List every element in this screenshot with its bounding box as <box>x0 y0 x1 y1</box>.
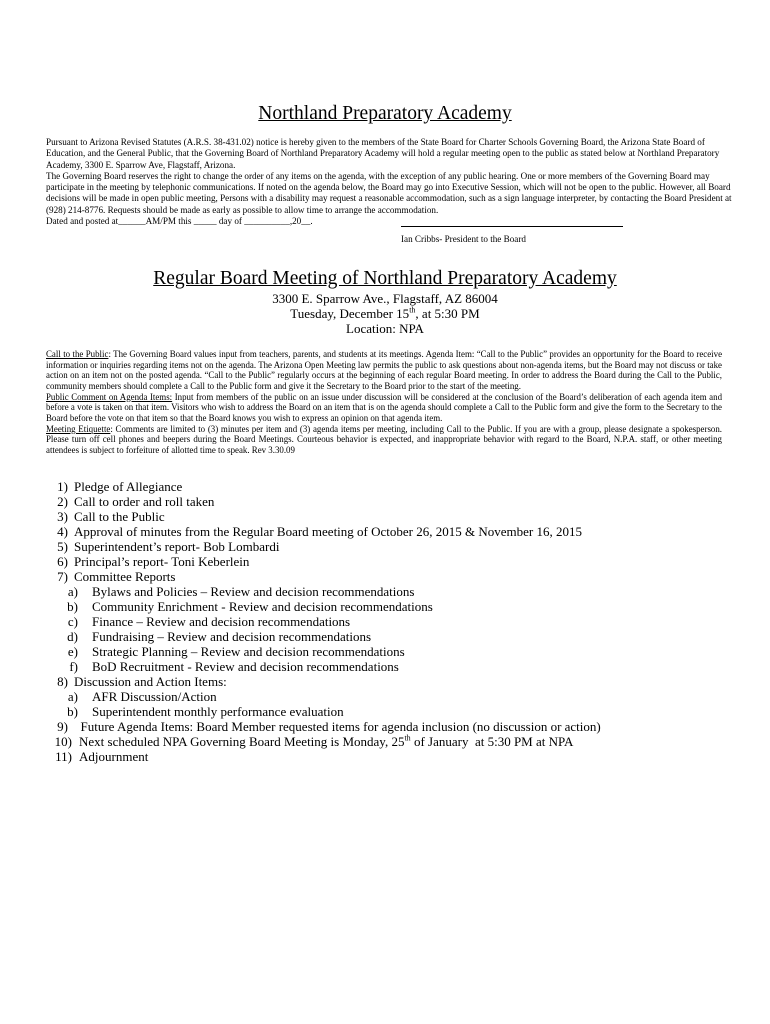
meeting-etiquette-paragraph: Meeting Etiquette: Comments are limited to (3) minutes per item and (3) agenda items per meeting, including Call to the Public. If you are with a group, please designate a spokesperson. Please turn off cell phones and beepers during the Board Meetings. Courteous behavior is expected, and inappropriate behavior with regard to the Board, N.P.A. staff, or other meeting attendees is subject to forfeiture of allotted time to speak. Rev 3.30.09 <box>46 423 722 455</box>
list-item: 7) Committee Reports <box>57 569 176 584</box>
list-subitem: e) Strategic Planning – Review and decision recommendations <box>67 644 405 659</box>
list-item: 2) Call to order and roll taken <box>57 494 215 509</box>
list-item: 3) Call to the Public <box>57 509 165 524</box>
notice-paragraph: The Governing Board reserves the right to change the order of any items on the agenda, with the exception of any public hearing. One or more members of the Governing Board may participate in the meeting by telephonic communications. If noted on the agenda below, the Board may go into Executive Session, which will not be open to the public. However, all Board decisions will be made in open public meeting, Persons with a disability may request a reasonable accommodation, such as a sign language interpreter, by contacting the Board President at (928) 214-8776. Requests should be made as early as possible to allow time to arrange the accommodation. <box>46 170 732 215</box>
list-item: 1) Pledge of Allegiance <box>57 479 183 494</box>
public-notice <box>46 137 736 227</box>
signature-line <box>401 226 623 227</box>
list-item: 10) Next scheduled NPA Governing Board Meeting is Monday, 25th of January at 5:30 PM at NPA <box>54 733 574 749</box>
list-subitem: b) Community Enrichment - Review and decision recommendations <box>67 599 433 614</box>
list-item: 9) Future Agenda Items: Board Member requested items for agenda inclusion (no discussion or action) <box>57 719 601 734</box>
list-item: 11) Adjournment <box>55 749 149 764</box>
meeting-date: Tuesday, December 15th, at 5:30 PM <box>290 305 480 321</box>
list-subitem: f) BoD Recruitment - Review and decision recommendations <box>69 659 399 674</box>
meeting-location: Location: NPA <box>346 321 424 336</box>
list-subitem: a) AFR Discussion/Action <box>67 689 217 704</box>
agenda-list <box>46 479 736 764</box>
list-item: 8) Discussion and Action Items: <box>57 674 227 689</box>
list-subitem: a) Bylaws and Policies – Review and decision recommendations <box>67 584 415 599</box>
public-comment-label: Public Comment on Agenda Items: <box>46 391 173 402</box>
list-item: 4) Approval of minutes from the Regular Board meeting of October 26, 2015 & November 16, 2015 <box>57 524 582 539</box>
call-to-public-paragraph: Call to the Public: The Governing Board values input from teachers, parents, and students at its meetings. Agenda Item: “Call to the Public” provides an opportunity for the Board to receive information or inquiries regarding items not on the agenda. The Arizona Open Meeting law permits the public to ask questions about non-agenda items, but the Board may not discuss or take action on an item not on the posted agenda. “Call to the Public” regularly occurs at the beginning of each regular Board meeting. In order to address the Board during the Call to the Public, community members should complete a Call to the Public form and give it the Secretary to the Board prior to the start of the meeting. <box>46 349 723 391</box>
dated-posted-line: Dated and posted at______AM/PM this _____ day of __________,20__. <box>46 216 313 227</box>
call-to-public-label: Call to the Public <box>46 349 109 359</box>
list-item: 6) Principal’s report- Toni Keberlein <box>57 554 250 569</box>
list-item: 5) Superintendent’s report- Bob Lombardi <box>57 539 280 554</box>
meeting-title: Regular Board Meeting of Northland Preparatory Academy <box>153 268 617 289</box>
notice-paragraph: Pursuant to Arizona Revised Statutes (A.R.S. 38-431.02) notice is hereby given to the members of the State Board for Charter Schools Governing Board, the Arizona State Board of Education, and the General Public, that the Governing Board of Northland Preparatory Academy will hold a regular meeting open to the public as stated below at Northland Preparatory Academy, 3300 E. Sparrow Ave, Flagstaff, Arizona. <box>46 137 720 170</box>
page-title: Northland Preparatory Academy <box>258 103 512 124</box>
meeting-etiquette-label: Meeting Etiquette <box>46 423 111 434</box>
meeting-rules <box>46 349 722 456</box>
public-comment-paragraph: Public Comment on Agenda Items: Input from members of the public on an issue under discussion will be considered at the conclusion of the Board’s deliberation of each agenda item and before a vote is taken on that item. Visitors who wish to address the Board on an item that is on the agenda should complete a Call to the Public form and give the form to the Secretary to the Board before the vote on that item so that the Board knows you wish to express an opinion on that agenda item. <box>46 391 723 423</box>
list-subitem: b) Superintendent monthly performance evaluation <box>67 704 344 719</box>
signer-name: Ian Cribbs- President to the Board <box>401 234 526 244</box>
list-subitem: c) Finance – Review and decision recommendations <box>67 614 351 629</box>
meeting-address: 3300 E. Sparrow Ave., Flagstaff, AZ 86004 <box>272 291 498 306</box>
list-subitem: d) Fundraising – Review and decision recommendations <box>67 629 372 644</box>
